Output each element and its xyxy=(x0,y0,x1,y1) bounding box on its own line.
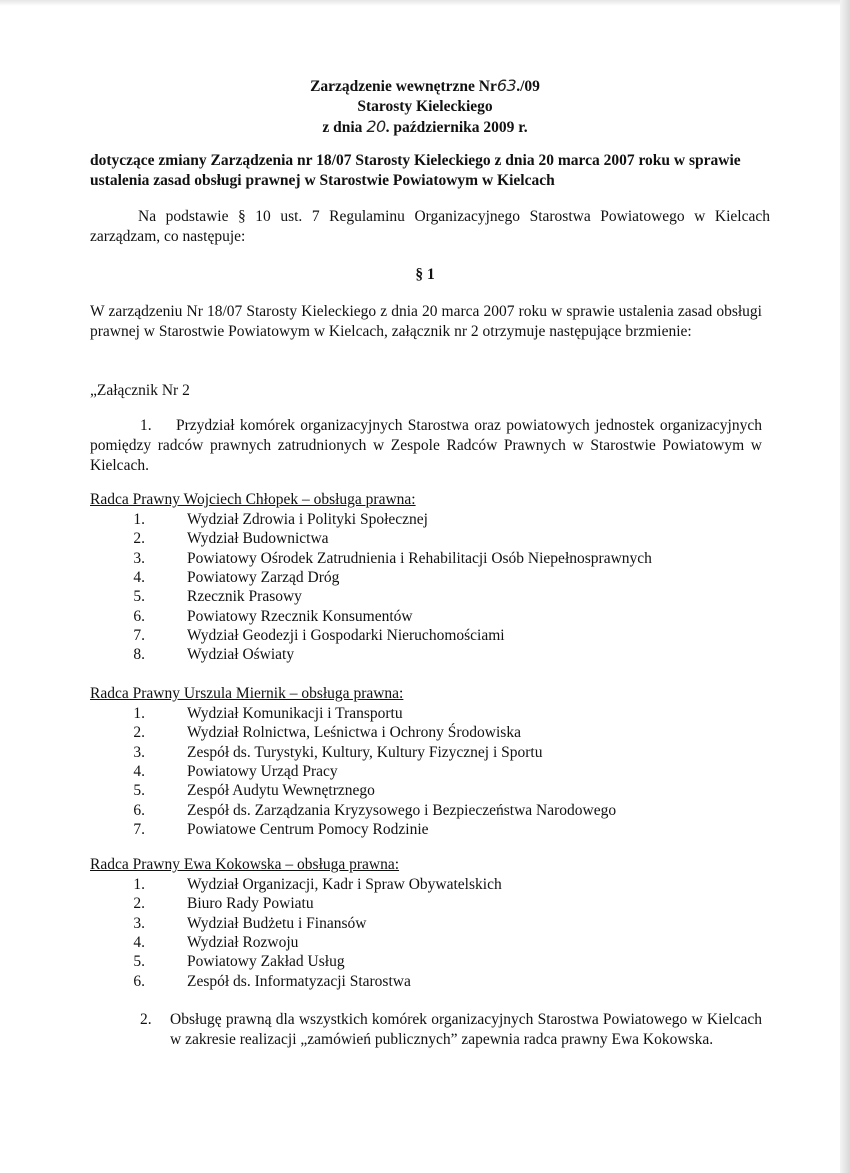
list-item xyxy=(90,529,652,548)
list-item xyxy=(90,607,652,626)
item-text: Zespół ds. Informatyzacji Starostwa xyxy=(187,972,411,990)
item-text: Wydział Oświaty xyxy=(187,646,295,664)
date-prefix: z dnia xyxy=(322,119,367,136)
item-text: Wydział Rolnictwa, Leśnictwa i Ochrony Środowiska xyxy=(187,724,521,742)
list-item xyxy=(90,952,502,971)
handwritten-number: 63 xyxy=(496,76,517,95)
list-item xyxy=(90,894,502,913)
item-text: Powiatowy Zakład Usług xyxy=(187,953,345,971)
group-miernik xyxy=(90,684,616,839)
item-text: Wydział Budżetu i Finansów xyxy=(187,914,367,932)
list-item xyxy=(90,875,502,894)
group-title: Radca Prawny Wojciech Chłopek – obsługa prawna: xyxy=(90,491,416,508)
item-number: 2. xyxy=(133,724,145,742)
item-text: Wydział Zdrowia i Polityki Społecznej xyxy=(187,511,428,529)
group-title: Radca Prawny Urszula Miernik – obsługa prawna: xyxy=(90,685,404,702)
list-item xyxy=(90,704,616,723)
unit-list xyxy=(90,704,616,839)
item-number: 2. xyxy=(133,895,145,913)
section-heading: § 1 xyxy=(415,266,435,283)
item-text: Powiatowy Urząd Pracy xyxy=(187,763,338,781)
item-number: 4. xyxy=(133,934,145,952)
amendment-paragraph: W zarządzeniu Nr 18/07 Starosty Kieleckiego z dnia 20 marca 2007 roku w sprawie ustalenia zasad obsługi prawnej w Starostwie Powiatowym w Kielcach, załącznik nr 2 otrzymuje następujące brzmienie: xyxy=(90,303,762,340)
title-suffix: ./09 xyxy=(516,78,540,95)
item-number: 3. xyxy=(133,549,145,567)
item-text: Wydział Budownictwa xyxy=(187,530,329,548)
preamble-paragraph: Na podstawie § 10 ust. 7 Regulaminu Organizacyjnego Starostwa Powiatowego w Kielcach zarządzam, co następuje: xyxy=(90,208,770,245)
point-1-paragraph xyxy=(90,416,762,476)
point-2-number: 2. xyxy=(140,1011,152,1028)
header-title xyxy=(0,76,850,97)
item-text: Powiatowy Ośrodek Zatrudnienia i Rehabilitacji Osób Niepełnosprawnych xyxy=(187,549,652,567)
scan-right-shadow xyxy=(840,0,850,1173)
handwritten-day: 20 xyxy=(366,117,386,136)
item-text: Zespół ds. Zarządzania Kryzysowego i Bezpieczeństwa Narodowego xyxy=(187,801,617,819)
item-text: Powiatowy Zarząd Dróg xyxy=(187,569,340,587)
list-item xyxy=(90,820,616,839)
group-chlopek xyxy=(90,490,652,665)
item-text: Powiatowy Rzecznik Konsumentów xyxy=(187,607,413,625)
item-text: Zespół ds. Turystyki, Kultury, Kultury Fizycznej i Sportu xyxy=(187,743,543,761)
item-text: Powiatowe Centrum Pomocy Rodzinie xyxy=(187,820,429,838)
item-number: 5. xyxy=(133,782,145,800)
list-item xyxy=(90,933,502,952)
list-item xyxy=(90,914,502,933)
list-item xyxy=(90,762,616,781)
item-number: 6. xyxy=(133,607,145,625)
item-number: 4. xyxy=(133,763,145,781)
header-issuer: Starosty Kieleckiego xyxy=(357,98,493,115)
item-number: 6. xyxy=(133,801,145,819)
list-item xyxy=(90,626,652,645)
list-item xyxy=(90,781,616,800)
item-number: 5. xyxy=(133,953,145,971)
header-date xyxy=(0,117,850,138)
list-item xyxy=(90,972,502,991)
item-text: Biuro Rady Powiatu xyxy=(187,895,314,913)
item-number: 7. xyxy=(133,626,145,644)
point-1-number: 1. xyxy=(140,417,152,434)
list-item xyxy=(90,723,616,742)
list-item xyxy=(90,568,652,587)
item-text: Zespół Audytu Wewnętrznego xyxy=(187,782,375,800)
point-2-paragraph xyxy=(140,1010,762,1050)
item-number: 2. xyxy=(133,530,145,548)
scan-top-shadow xyxy=(0,0,850,6)
document-subject: dotyczące zmiany Zarządzenia nr 18/07 Starosty Kieleckiego z dnia 20 marca 2007 roku w sprawie ustalenia zasad obsługi prawnej w Starostwie Powiatowym w Kielcach xyxy=(90,152,741,189)
item-number: 1. xyxy=(133,705,145,723)
item-number: 3. xyxy=(133,743,145,761)
item-text: Rzecznik Prasowy xyxy=(187,588,302,606)
point-1-text: Przydział komórek organizacyjnych Starostwa oraz powiatowych jednostek organizacyjnych pomiędzy radców prawnych zatrudnionych w Zespole Radców Prawnych w Starostwie Powiatowym w Kielcach. xyxy=(90,417,762,474)
item-number: 1. xyxy=(133,511,145,529)
point-2-text: Obsługę prawną dla wszystkich komórek organizacyjnych Starostwa Powiatowego w Kielcach w zakresie realizacji „zamówień publicznych” zapewnia radca prawny Ewa Kokowska. xyxy=(170,1011,762,1048)
unit-list xyxy=(90,875,502,991)
group-kokowska xyxy=(90,855,502,991)
item-number: 8. xyxy=(133,646,145,664)
item-text: Wydział Organizacji, Kadr i Spraw Obywatelskich xyxy=(187,876,502,894)
item-number: 6. xyxy=(133,972,145,990)
item-number: 1. xyxy=(133,876,145,894)
list-item xyxy=(90,801,616,820)
item-text: Wydział Komunikacji i Transportu xyxy=(187,705,403,723)
item-number: 3. xyxy=(133,914,145,932)
attachment-title: „Załącznik Nr 2 xyxy=(90,382,190,399)
list-item xyxy=(90,549,652,568)
list-item xyxy=(90,587,652,606)
group-title: Radca Prawny Ewa Kokowska – obsługa prawna: xyxy=(90,856,400,873)
item-number: 4. xyxy=(133,569,145,587)
item-text: Wydział Geodezji i Gospodarki Nieruchomościami xyxy=(187,626,505,644)
date-suffix: . października 2009 r. xyxy=(385,119,528,136)
list-item xyxy=(90,743,616,762)
unit-list xyxy=(90,510,652,664)
item-number: 7. xyxy=(133,820,145,838)
list-item xyxy=(90,510,652,529)
list-item xyxy=(90,645,652,664)
item-text: Wydział Rozwoju xyxy=(187,934,299,952)
item-number: 5. xyxy=(133,588,145,606)
title-prefix: Zarządzenie wewnętrzne Nr xyxy=(310,78,497,95)
document-header xyxy=(0,76,850,138)
